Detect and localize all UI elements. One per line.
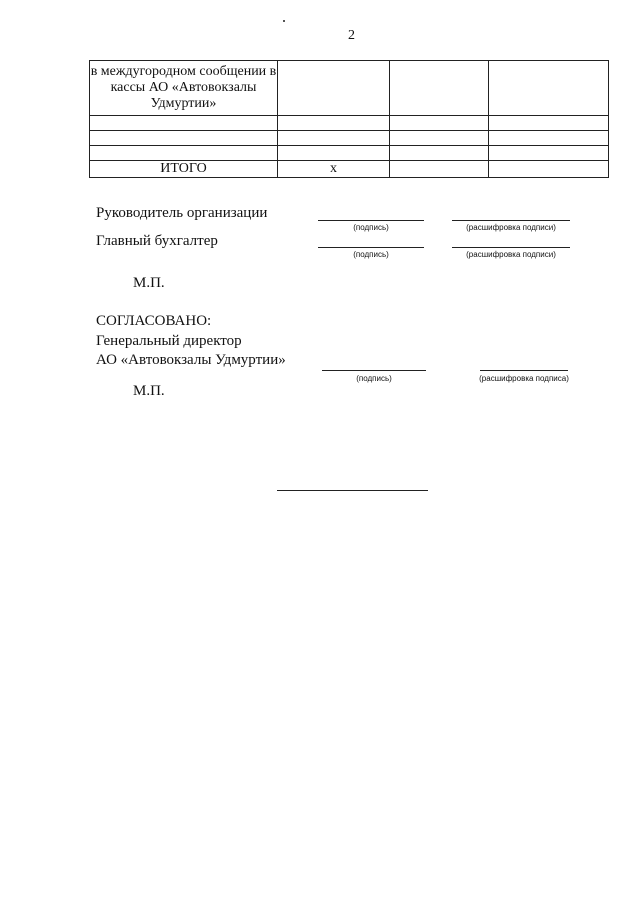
total-mark: х (278, 161, 390, 178)
table-cell (489, 131, 609, 146)
table-row (90, 131, 609, 146)
stamp-placeholder: М.П. (133, 275, 165, 291)
head-label: Руководитель организации (96, 205, 268, 221)
approval-title: СОГЛАСОВАНО: (96, 313, 212, 329)
table-cell (90, 116, 278, 131)
approval-sign-caption: (подпись) (356, 374, 392, 383)
approval-decode-caption: (расшифровка подписа) (479, 374, 569, 383)
approval-organization: АО «Автовокзалы Удмуртии» (96, 352, 286, 368)
table-cell (278, 146, 390, 161)
scan-dot (283, 20, 285, 22)
approval-position: Генеральный директор (96, 333, 242, 349)
table-cell (390, 116, 489, 131)
table-cell (390, 146, 489, 161)
head-decode-caption: (расшифровка подписи) (466, 223, 556, 232)
table-cell-description: в междугородном сообщении в кассы АО «Автовокзалы Удмуртии» (90, 61, 278, 116)
table-row (90, 146, 609, 161)
table-cell (390, 161, 489, 178)
head-decode-line (452, 220, 570, 221)
head-sign-caption: (подпись) (353, 223, 389, 232)
approval-stamp-placeholder: М.П. (133, 383, 165, 399)
accountant-decode-line (452, 247, 570, 248)
table-cell (489, 116, 609, 131)
table-cell (278, 61, 390, 116)
table-cell (390, 61, 489, 116)
approval-sign-line (322, 370, 426, 371)
table-cell (278, 131, 390, 146)
table-total-row (90, 161, 609, 178)
accountant-sign-caption: (подпись) (353, 250, 389, 259)
total-label: ИТОГО (90, 161, 278, 178)
table-row (90, 116, 609, 131)
table-row (90, 61, 609, 116)
closing-separator (277, 490, 428, 491)
table-cell (489, 146, 609, 161)
table-cell (278, 116, 390, 131)
table-cell (489, 61, 609, 116)
page-number: 2 (348, 28, 355, 43)
head-sign-line (318, 220, 424, 221)
accountant-label: Главный бухгалтер (96, 233, 218, 249)
table-cell (90, 146, 278, 161)
report-table (89, 60, 609, 178)
table-cell (489, 161, 609, 178)
accountant-sign-line (318, 247, 424, 248)
accountant-decode-caption: (расшифровка подписи) (466, 250, 556, 259)
approval-decode-line (480, 370, 568, 371)
table-cell (390, 131, 489, 146)
table-cell (90, 131, 278, 146)
